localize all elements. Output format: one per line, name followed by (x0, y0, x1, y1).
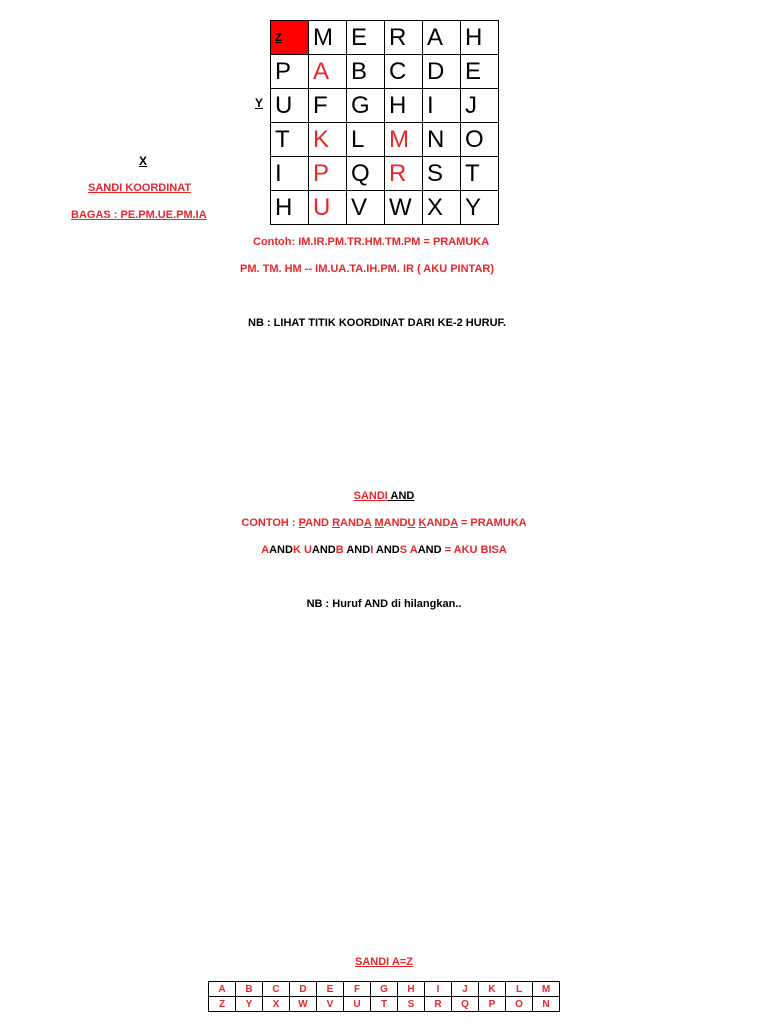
example2-black: AND (417, 544, 442, 556)
grid-cell: T (461, 157, 499, 191)
grid-cell: E (461, 55, 499, 89)
grid-y-cell: I (271, 157, 309, 191)
sandi-and-nb: NB : Huruf AND di hilangkan.. (306, 598, 462, 610)
az-row-bottom (209, 997, 560, 1012)
example2-red: S A (399, 544, 418, 556)
and-word-first: U (407, 517, 416, 529)
grid-cell: C (385, 55, 423, 89)
grid-cell: G (347, 89, 385, 123)
grid-cell: O (461, 123, 499, 157)
sandi-az-title: SANDI A=Z (355, 956, 413, 968)
grid-cell: N (423, 123, 461, 157)
az-cell: B (236, 982, 263, 997)
az-cell: K (479, 982, 506, 997)
grid-header-cell: E (347, 21, 385, 55)
and-word-rest: AND (383, 517, 408, 529)
grid-row (271, 191, 499, 225)
az-cell: H (398, 982, 425, 997)
sandi-and-title-black: AND (387, 490, 415, 502)
az-cell: X (263, 997, 290, 1012)
example2-red: I (370, 544, 376, 556)
az-row-top (209, 982, 560, 997)
grid-cell: M (385, 123, 423, 157)
az-cell: I (425, 982, 452, 997)
grid-cell: W (385, 191, 423, 225)
and-word-first: A (363, 517, 372, 529)
az-cell: S (398, 997, 425, 1012)
grid-y-cell: U (271, 89, 309, 123)
grid-header-cell: H (461, 21, 499, 55)
az-cell: G (371, 982, 398, 997)
grid-cell: A (309, 55, 347, 89)
and-word-rest: AND (426, 517, 451, 529)
grid-header-cell: A (423, 21, 461, 55)
az-cell: P (479, 997, 506, 1012)
grid-cell: U (309, 191, 347, 225)
az-cell: L (506, 982, 533, 997)
axis-label-y: Y (255, 96, 264, 110)
example2-black: AND (346, 544, 371, 556)
example2-black: AND (311, 544, 336, 556)
az-cell: E (317, 982, 344, 997)
grid-cell: Q (347, 157, 385, 191)
example2-red: K U (292, 544, 312, 556)
az-cell: N (533, 997, 560, 1012)
az-cell: W (290, 997, 317, 1012)
grid-y-cell: T (271, 123, 309, 157)
az-cell: J (452, 982, 479, 997)
grid-cell: I (423, 89, 461, 123)
az-cell: Y (236, 997, 263, 1012)
grid-cell: B (347, 55, 385, 89)
example2-red: A (261, 544, 270, 556)
grid-row (271, 123, 499, 157)
az-cell: R (425, 997, 452, 1012)
and-word-first: K (418, 517, 427, 529)
az-cell: C (263, 982, 290, 997)
grid-cell: D (423, 55, 461, 89)
az-cell: D (290, 982, 317, 997)
grid-y-cell: H (271, 191, 309, 225)
and-word-first: R (332, 517, 341, 529)
grid-row (271, 89, 499, 123)
koordinat-contoh-2: PM. TM. HM -- IM.UA.TA.IH.PM. IR ( AKU PINTAR) (240, 263, 494, 275)
grid-cell: L (347, 123, 385, 157)
grid-cell: R (385, 157, 423, 191)
grid-header-cell: M (309, 21, 347, 55)
sandi-and-title (0, 490, 768, 502)
sandi-koordinat-title: SANDI KOORDINAT (88, 182, 192, 194)
grid-y-cell: P (271, 55, 309, 89)
koordinat-contoh: Contoh: IM.IR.PM.TR.HM.TM.PM = PRAMUKA (253, 236, 490, 248)
sandi-and-example-2 (0, 544, 768, 556)
grid-cell: K (309, 123, 347, 157)
contoh-result: = PRAMUKA (457, 517, 527, 529)
and-word-rest: AND (340, 517, 364, 529)
example2-black: AND (269, 544, 293, 556)
az-cell: O (506, 997, 533, 1012)
koordinat-nb: NB : LIHAT TITIK KOORDINAT DARI KE-2 HURUF. (248, 317, 507, 329)
grid-cell: P (309, 157, 347, 191)
az-cell: T (371, 997, 398, 1012)
grid-cell: H (385, 89, 423, 123)
bagas-line: BAGAS : PE.PM.UE.PM.IA (71, 209, 207, 221)
grid-row (271, 157, 499, 191)
example2-red: B (335, 544, 347, 556)
sandi-and-contoh (0, 517, 768, 529)
sandi-az-table (208, 981, 560, 1012)
and-word-first: P (298, 517, 306, 529)
az-cell: A (209, 982, 236, 997)
az-cell: Z (209, 997, 236, 1012)
grid-cell: Y (461, 191, 499, 225)
az-cell: U (344, 997, 371, 1012)
and-word-rest: AND (305, 517, 333, 529)
and-word-first: M (374, 517, 384, 529)
sandi-and-title-red: SANDI (353, 490, 388, 502)
grid-cell: V (347, 191, 385, 225)
grid-cell: J (461, 89, 499, 123)
grid-corner-cell: Z (271, 21, 309, 55)
grid-header-cell: R (385, 21, 423, 55)
az-cell: Q (452, 997, 479, 1012)
grid-cell: S (423, 157, 461, 191)
and-word-first: A (450, 517, 458, 529)
koordinat-grid (270, 20, 499, 225)
grid-cell: X (423, 191, 461, 225)
grid-cell: F (309, 89, 347, 123)
az-cell: V (317, 997, 344, 1012)
example2-black: AND (375, 544, 400, 556)
az-cell: M (533, 982, 560, 997)
az-cell: F (344, 982, 371, 997)
grid-row (271, 55, 499, 89)
grid-header-row (271, 21, 499, 55)
example2-result: = AKU BISA (441, 544, 507, 556)
contoh-label: CONTOH : (241, 517, 299, 529)
axis-label-x: X (139, 154, 148, 168)
